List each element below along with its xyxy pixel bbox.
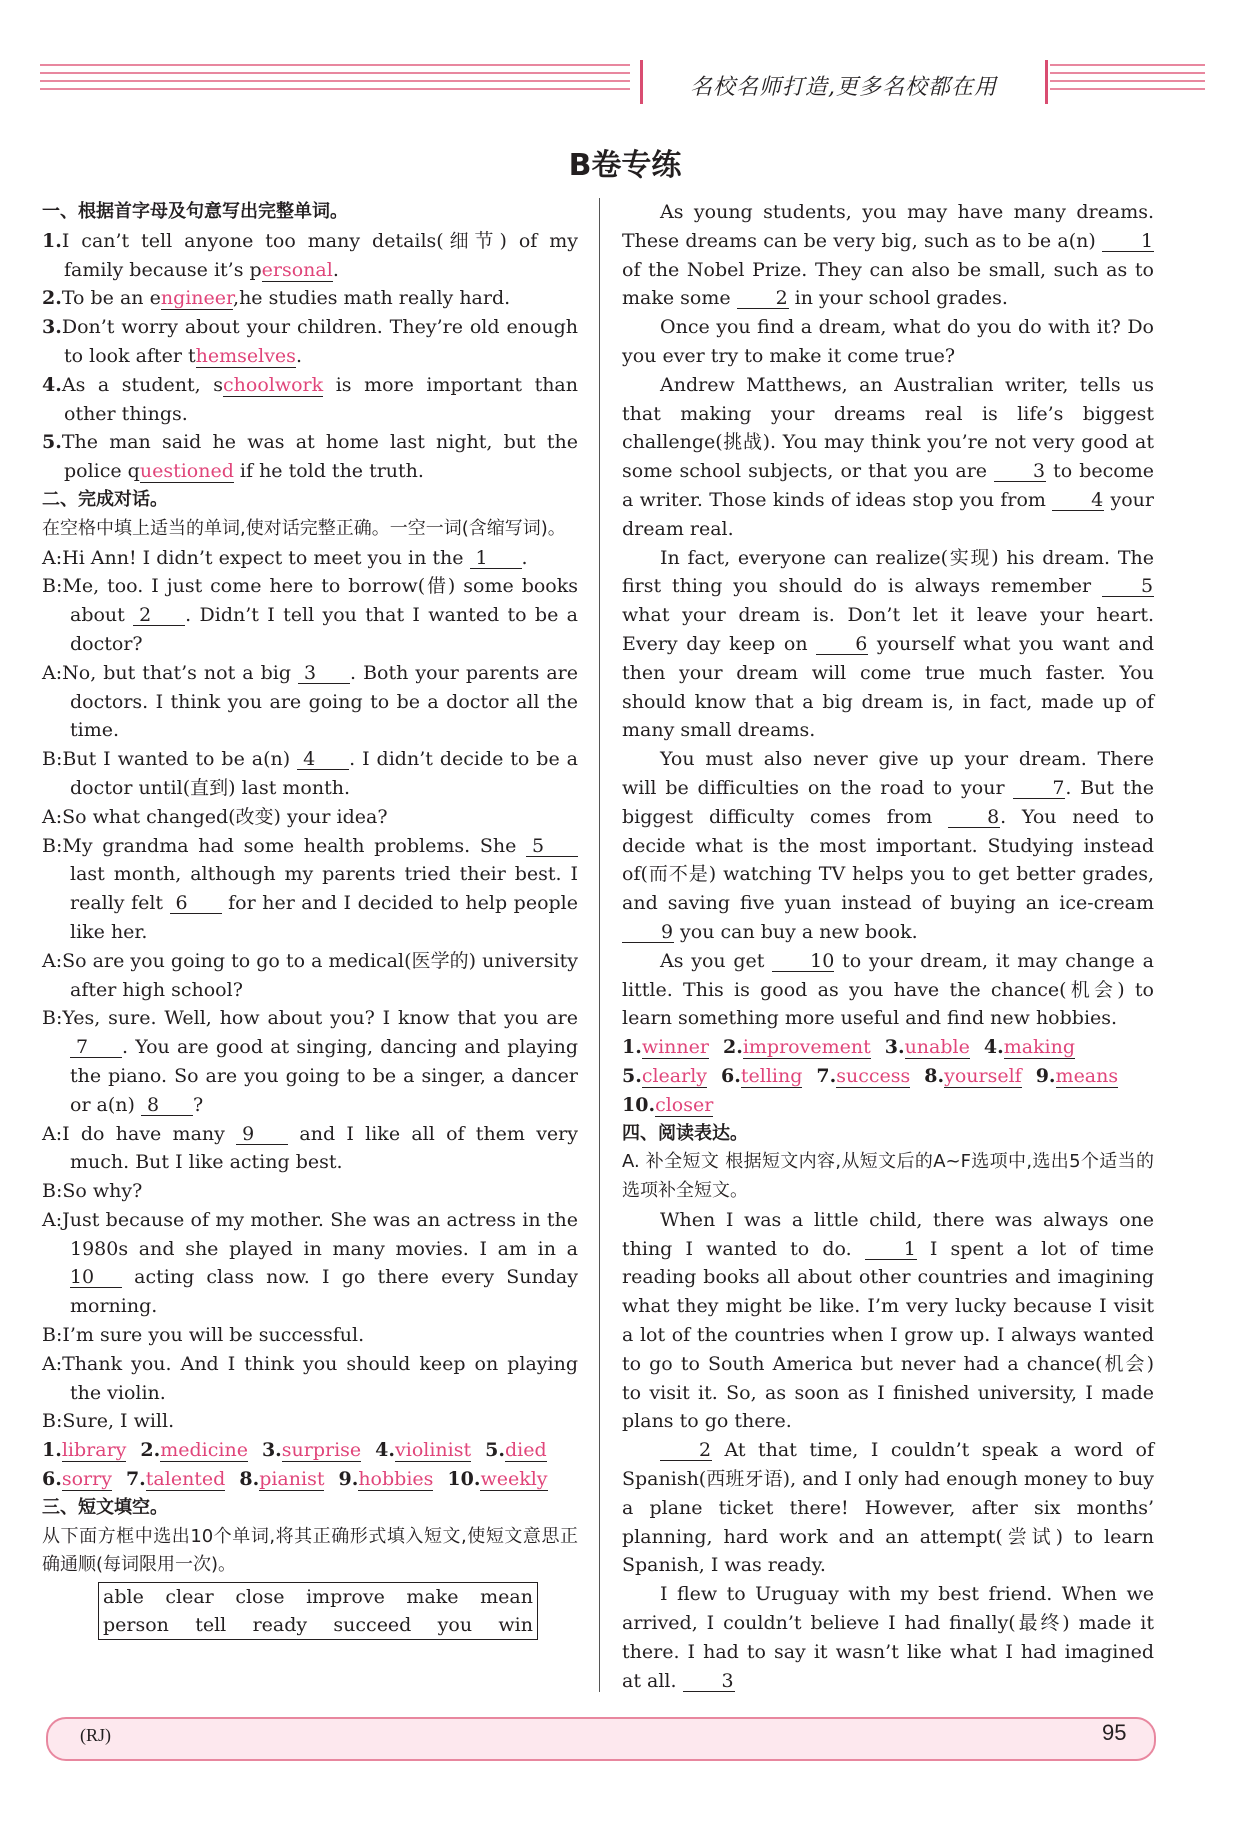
section2-instructions: 在空格中填上适当的单词,使对话完整正确。一空一词(含缩写词)。: [42, 517, 566, 539]
answer-fill: violinist: [395, 1439, 472, 1462]
answer-fill: talented: [145, 1468, 226, 1491]
header-stripes-left: [40, 64, 630, 98]
answer-fill: hemselves: [195, 344, 296, 367]
dialogue-line: A:No, but that’s not a big 3 . Both your parents are doctors. I think you are going to be a doctor all the time.: [42, 661, 578, 742]
answer-fill: medicine: [160, 1439, 248, 1462]
answer-fill: ngineer: [160, 287, 234, 310]
blank: 1: [1102, 231, 1154, 252]
right-column: [622, 198, 1154, 1695]
section2-heading: 二、完成对话。: [42, 488, 168, 510]
passage-paragraph: I flew to Uruguay with my best friend. When we arrived, I couldn’t believe I had finally(最终) made it there. I had to say it wasn’t like what I had imagined at all. 3: [622, 1583, 1154, 1692]
dialogue-line: B:Yes, sure. Well, how about you? I know that you are 7 . You are good at singing, dancing and playing the piano. So are you going to be a singer, a dancer or a(n) 8 ?: [42, 1007, 578, 1116]
answer-fill: hobbies: [358, 1468, 434, 1491]
dialogue-line: B:I’m sure you will be successful.: [42, 1324, 365, 1347]
blank: 3: [683, 1671, 735, 1692]
s1-item: 5.The man said he was at home last night, but the police questioned if he told the truth.: [42, 431, 578, 483]
dialogue-line: B:My grandma had some health problems. She 5 last month, although my parents tried their best. I really felt 6 for her and I decided to help people like her.: [42, 834, 579, 943]
answer-fill: choolwork: [223, 373, 324, 396]
answer-fill: library: [61, 1439, 127, 1462]
page-title: B卷专练: [568, 148, 682, 183]
answer-fill: sorry: [61, 1468, 112, 1491]
section1-heading: 一、根据首字母及句意写出完整单词。: [42, 201, 348, 222]
answer-fill: ersonal: [261, 258, 333, 281]
blank: 5: [526, 836, 578, 857]
blank: 9: [622, 922, 674, 943]
footer-bar: [46, 1717, 1156, 1761]
answer-fill: surprise: [281, 1439, 362, 1462]
passage-paragraph: Once you find a dream, what do you do with it? Do you ever try to make it come true?: [622, 316, 1154, 367]
answer-fill: winner: [641, 1036, 709, 1059]
header-stripes-right: [1050, 64, 1205, 98]
blank: 7: [1013, 778, 1065, 799]
blank: 8: [948, 807, 1000, 828]
dialogue-line: A:Thank you. And I think you should keep on playing the violin.: [42, 1352, 578, 1404]
page-number: 95: [1102, 1720, 1127, 1745]
section4-instructions: A. 补全短文 根据短文内容,从短文后的A~F选项中,选出5个适当的选项补全短文。: [622, 1151, 1154, 1202]
s1-item: 1.I can’t tell anyone too many details(细节) of my family because it’s personal.: [42, 229, 578, 281]
answer-fill: success: [836, 1064, 911, 1087]
dialogue-line: A:So what changed(改变) your idea?: [42, 805, 388, 828]
passage-paragraph: You must also never give up your dream. There will be difficulties on the road to your 7. But the biggest difficulty comes from 8. You need to decide what is the most important. Studying instead of(而不是) watching TV helps you to get better grades, and saving five yuan instead of buying an ice-cream 9 you can buy a new book.: [622, 748, 1155, 943]
answer-fill: pianist: [259, 1468, 325, 1491]
passage-paragraph: When I was a little child, there was always one thing I wanted to do. 1 I spent a lot of time reading books all about other countries and imagining what they might be like. I’m very lucky because I visit a lot of the countries when I grow up. I always wanted to go to South America but never had a chance(机会) to visit it. So, as soon as I finished university, I made plans to go there.: [622, 1208, 1154, 1433]
dialogue-line: B:Me, too. I just come here to borrow(借) some books about 2 . Didn’t I tell you that I wanted to be a doctor?: [42, 575, 578, 655]
blank: 8: [141, 1095, 193, 1116]
answer-fill: closer: [655, 1093, 714, 1116]
blank: 5: [1102, 576, 1154, 597]
blank: 6: [170, 893, 222, 914]
s1-item: 3.Don’t worry about your children. They’re old enough to look after themselves.: [42, 316, 578, 367]
blank: 10: [772, 951, 834, 972]
blank: 6: [816, 634, 868, 655]
blank: 3: [994, 461, 1046, 482]
blank: 10: [70, 1267, 122, 1288]
left-column: [42, 198, 578, 1640]
blank: 4: [1052, 490, 1104, 511]
dialogue-line: B:So why?: [42, 1180, 143, 1203]
blank: 7: [70, 1037, 122, 1058]
edition-label: (RJ): [80, 1725, 111, 1745]
word-box: able clear close improve make mean person tell ready succeed you win: [98, 1582, 538, 1640]
answer-fill: making: [1003, 1036, 1076, 1059]
blank: 1: [470, 548, 522, 569]
answer-fill: telling: [740, 1064, 803, 1087]
section3-answers: 1.winner 2.improvement 3.unable 4.making 5.clearly 6.telling 7.success 8.yourself 9.means 10.closer: [622, 1036, 1119, 1116]
answer-fill: yourself: [944, 1064, 1022, 1087]
section2-answers: 1.library 2.medicine 3.surprise 4.violinist 5.died 6.sorry 7.talented 8.pianist 9.hobbies 10.weekly: [42, 1439, 548, 1491]
blank: 2: [660, 1440, 712, 1461]
answer-fill: weekly: [480, 1468, 548, 1491]
answer-fill: means: [1055, 1064, 1119, 1087]
passage-paragraph: 2 At that time, I couldn’t speak a word of Spanish(西班牙语), and I only had enough money to buy a plane ticket there! However, after six months’ planning, hard work and an attempt(尝试) to learn Spanish, I was ready.: [622, 1439, 1154, 1577]
s1-item: 4.As a student, schoolwork is more important than other things.: [42, 373, 579, 425]
blank: 4: [297, 749, 349, 770]
passage-paragraph: Andrew Matthews, an Australian writer, tells us that making your dreams real is life’s biggest challenge(挑战). You may think you’re not very good at some school subjects, or that you are 3 to become a writer. Those kinds of ideas stop you from 4 your dream real.: [622, 373, 1154, 540]
answer-fill: died: [504, 1439, 547, 1462]
column-divider: [599, 198, 600, 1692]
answer-fill: unable: [904, 1036, 970, 1059]
dialogue-line: A:Just because of my mother. She was an actress in the 1980s and she played in many movies. I am in a 10 acting class now. I go there every Sunday morning.: [42, 1208, 578, 1318]
blank: 9: [236, 1124, 288, 1145]
dialogue-line: B:Sure, I will.: [42, 1410, 175, 1433]
section3-instructions: 从下面方框中选出10个单词,将其正确形式填入短文,使短文意思正确通顺(每词限用一次)。: [42, 1525, 578, 1576]
section4-heading: 四、阅读表达。: [622, 1122, 748, 1144]
passage-paragraph: As young students, you may have many dreams. These dreams can be very big, such as to be a(n) 1 of the Nobel Prize. They can also be small, such as to make some 2 in your school grades.: [622, 201, 1154, 310]
answer-fill: improvement: [742, 1036, 871, 1059]
dialogue-line: A:So are you going to go to a medical(医学的) university after high school?: [42, 949, 578, 1001]
s1-item: 2.To be an engineer,he studies math really hard.: [42, 287, 511, 310]
blank: 2: [133, 605, 185, 626]
header-divider-left: [640, 60, 643, 104]
header-divider-right: [1045, 60, 1048, 104]
dialogue-line: A:Hi Ann! I didn’t expect to meet you in the 1 .: [42, 546, 528, 569]
passage-paragraph: As you get 10 to your dream, it may change a little. This is good as you have the chance(机会) to learn something more useful and find new hobbies.: [622, 949, 1154, 1030]
answer-fill: clearly: [641, 1064, 708, 1087]
blank: 1: [865, 1239, 917, 1260]
header-slogan: 名校名师打造,更多名校都在用: [690, 75, 997, 100]
dialogue-line: A:I do have many 9 and I like all of them very much. But I like acting best.: [42, 1122, 578, 1174]
blank: 2: [737, 288, 789, 309]
blank: 3: [298, 663, 350, 684]
dialogue-line: B:But I wanted to be a(n) 4 . I didn’t decide to be a doctor until(直到) last month.: [42, 748, 578, 799]
section3-heading: 三、短文填空。: [42, 1496, 168, 1518]
passage-paragraph: In fact, everyone can realize(实现) his dream. The first thing you should do is always remember 5 what your dream is. Don’t let it leave your heart. Every day keep on 6 yourself what you want and then your dream will come true much faster. You should know that a big dream is, in fact, made up of many small dreams.: [622, 546, 1155, 742]
answer-fill: uestioned: [139, 460, 234, 483]
